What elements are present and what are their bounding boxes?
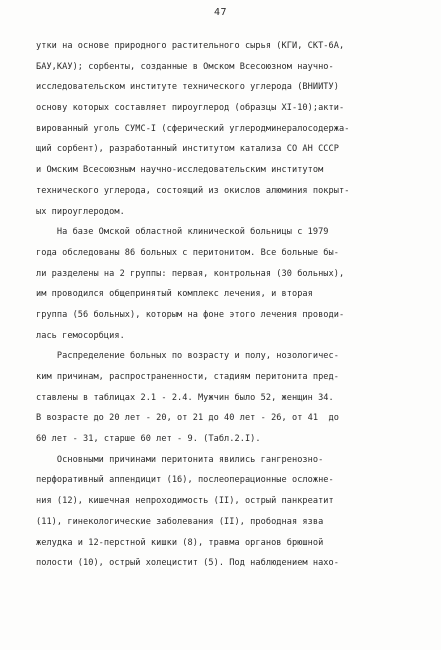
text-line: В возрасте до 20 лет - 20, от 21 до 40 лет - 26, от 41 до bbox=[36, 413, 339, 424]
text-line: БАУ,КАУ); сорбенты, созданные в Омском Всесоюзном научно- bbox=[36, 61, 334, 72]
text-line: щий сорбент), разработанный институтом катализа СО АН СССР bbox=[36, 144, 339, 155]
text-line: желудка и 12-перстной кишки (8), травма органов брюшной bbox=[36, 537, 324, 548]
text-line: группа (56 больных), которым на фоне этого лечения проводи- bbox=[36, 309, 345, 320]
text-line: (11), гинекологические заболевания (II), прободная язва bbox=[36, 516, 324, 527]
text-line: ых пироуглеродом. bbox=[36, 206, 125, 217]
text-line: утки на основе природного растительного сырья (КГИ, СКТ-6А, bbox=[36, 41, 345, 51]
text-line: исследовательском институте технического углерода (ВНИИТУ) bbox=[36, 82, 339, 93]
text-line: им проводился общепринятый комплекс лечения, и вторая bbox=[36, 289, 313, 300]
text-line: 60 лет - 31, старше 60 лет - 9. (Табл.2.I). bbox=[36, 434, 261, 445]
text-line: На базе Омской областной клинической больницы с 1979 bbox=[36, 227, 329, 238]
body-text bbox=[36, 36, 408, 574]
text-line: ким причинам, распространенности, стадиям перитонита пред- bbox=[36, 372, 339, 382]
text-line: Основными причинами перитонита явились гангренозно- bbox=[36, 454, 324, 465]
text-line: основу которых составляет пироуглерод (образцы XI-10);акти- bbox=[36, 103, 345, 114]
text-line: перфоративный аппендицит (16), послеоперационные осложне- bbox=[36, 475, 334, 486]
text-line: технического углерода, состоящий из окислов алюминия покрыт- bbox=[36, 185, 350, 196]
text-line: вированный уголь СУМС-I (сферический углеродминералосодержа- bbox=[36, 123, 350, 134]
text-line: полости (10), острый холецистит (5). Под наблюдением нахо- bbox=[36, 558, 339, 569]
text-line: и Омским Всесоюзным научно-исследовательским институтом bbox=[36, 165, 324, 176]
text-line: лась гемосорбция. bbox=[36, 330, 125, 341]
page-number: 47 bbox=[213, 7, 228, 18]
text-line: ния (12), кишечная непроходимость (II), острый панкреатит bbox=[36, 496, 334, 507]
text-line: года обследованы 86 больных с перитонитом. Все больные бы- bbox=[36, 247, 339, 258]
text-line: Распределение больных по возрасту и полу, нозологичес- bbox=[36, 351, 339, 362]
text-line: ставлены в таблицах 2.1 - 2.4. Мужчин было 52, женщин 34. bbox=[36, 392, 334, 403]
text-line: ли разделены на 2 группы: первая, контрольная (30 больных), bbox=[36, 268, 345, 279]
